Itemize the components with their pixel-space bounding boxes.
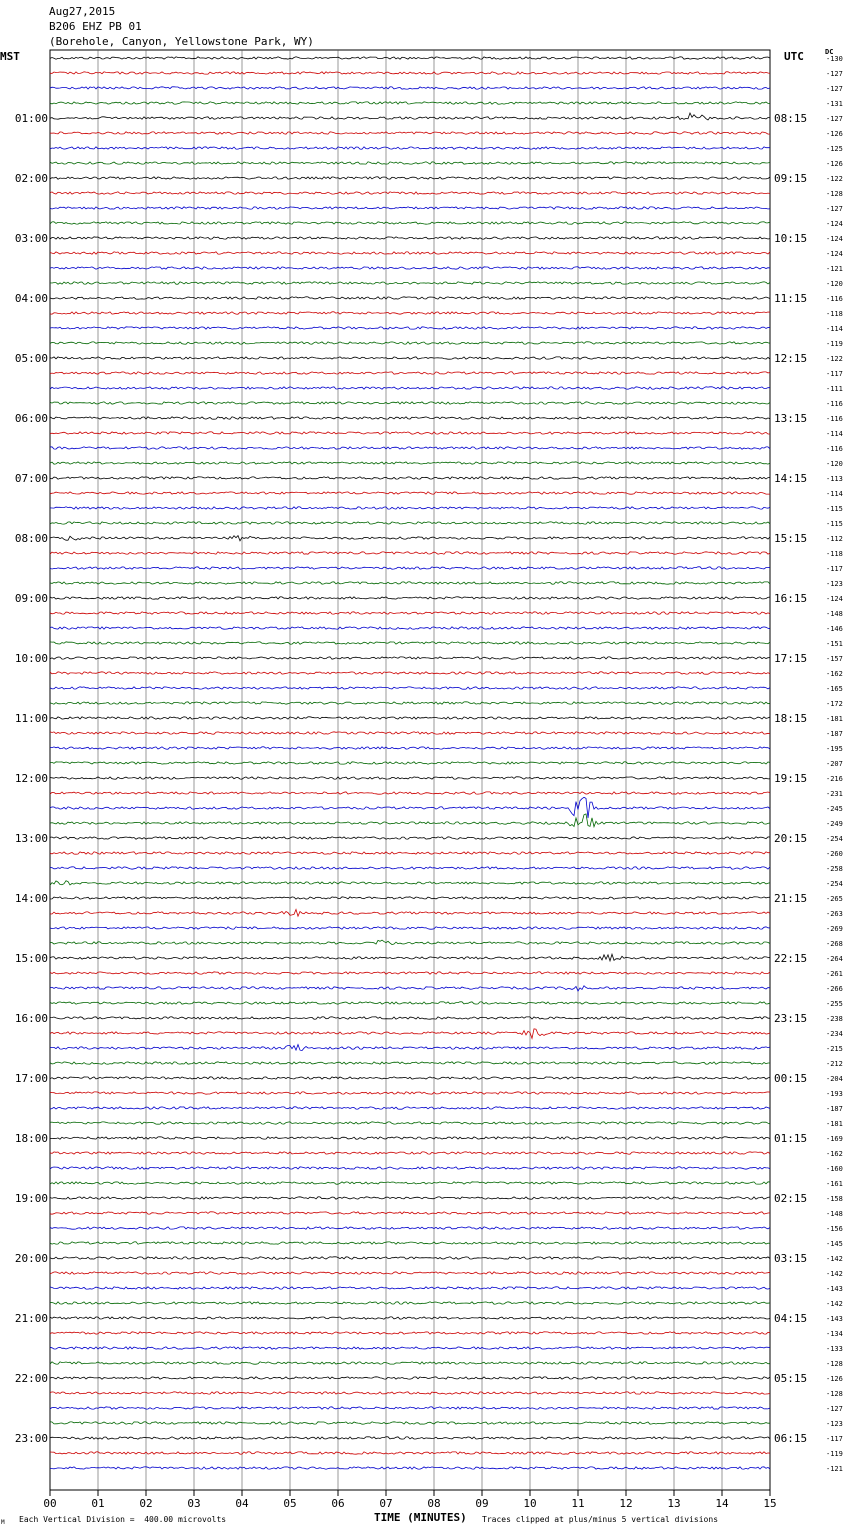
dc-offset-label: -121: [826, 1465, 843, 1473]
location-label: (Borehole, Canyon, Yellowstone Park, WY): [49, 35, 314, 48]
dc-offset-label: -231: [826, 790, 843, 798]
dc-offset-label: -212: [826, 1060, 843, 1068]
dc-offset-label: -115: [826, 505, 843, 513]
mst-hour-label: 14:00: [14, 892, 48, 905]
dc-offset-label: -143: [826, 1315, 843, 1323]
x-tick-label: 01: [91, 1497, 105, 1510]
dc-offset-label: -142: [826, 1300, 843, 1308]
seismic-trace: [50, 447, 770, 449]
utc-hour-label: 06:15: [774, 1432, 808, 1445]
mst-hour-label: 22:00: [14, 1372, 48, 1385]
dc-offset-label: -146: [826, 625, 843, 633]
mst-hour-label: 09:00: [14, 592, 48, 605]
dc-offset-label: -116: [826, 415, 843, 423]
seismic-trace: [50, 492, 770, 494]
dc-offset-label: -116: [826, 295, 843, 303]
seismic-trace: [50, 717, 770, 719]
x-tick-label: 03: [187, 1497, 201, 1510]
seismic-trace: [50, 357, 770, 359]
seismic-trace: [50, 927, 770, 929]
dc-offset-label: -128: [826, 1360, 843, 1368]
dc-offset-label: -193: [826, 1090, 843, 1098]
dc-offset-label: -145: [826, 1240, 843, 1248]
utc-hour-label: 20:15: [774, 832, 808, 845]
utc-hour-label: 10:15: [774, 232, 808, 245]
dc-offset-label: -234: [826, 1030, 843, 1038]
mst-hour-label: 10:00: [14, 652, 48, 665]
seismic-trace: [50, 1002, 770, 1004]
seismic-trace: [50, 1152, 770, 1154]
seismic-trace: [50, 552, 770, 554]
mst-hour-label: 08:00: [14, 532, 48, 545]
seismic-trace: [50, 1257, 770, 1259]
utc-hour-label: 04:15: [774, 1312, 808, 1325]
seismic-trace: [50, 1122, 770, 1124]
mst-hour-label: 17:00: [14, 1072, 48, 1085]
dc-offset-label: -130: [826, 55, 843, 63]
utc-hour-label: 19:15: [774, 772, 808, 785]
seismic-trace: [50, 282, 770, 284]
dc-offset-label: -127: [826, 70, 843, 78]
dc-offset-label: -187: [826, 1105, 843, 1113]
x-tick-label: 10: [523, 1497, 537, 1510]
utc-hour-label: 15:15: [774, 532, 808, 545]
seismic-trace: [50, 687, 770, 689]
dc-offset-label: -117: [826, 565, 843, 573]
seismic-trace: [50, 522, 770, 524]
utc-hour-label: 09:15: [774, 172, 808, 185]
seismic-trace: [50, 762, 770, 764]
seismic-trace: [50, 972, 770, 974]
utc-hour-label: 23:15: [774, 1012, 808, 1025]
seismic-trace: [50, 1137, 770, 1139]
seismic-trace: [50, 237, 770, 239]
seismic-trace: [50, 297, 770, 299]
dc-offset-label: -156: [826, 1225, 843, 1233]
dc-offset-label: -187: [826, 730, 843, 738]
dc-offset-label: -181: [826, 715, 843, 723]
dc-offset-label: -195: [826, 745, 843, 753]
dc-offset-label: -162: [826, 670, 843, 678]
dc-offset-label: -126: [826, 1375, 843, 1383]
seismic-trace: [50, 582, 770, 584]
dc-offset-label: -118: [826, 550, 843, 558]
dc-offset-label: -148: [826, 610, 843, 618]
seismic-trace: [50, 312, 770, 314]
seismic-trace: [50, 702, 770, 704]
seismic-trace: [50, 1182, 770, 1184]
mst-hour-label: 12:00: [14, 772, 48, 785]
x-tick-label: 08: [427, 1497, 441, 1510]
seismic-trace: [50, 852, 770, 854]
mst-hour-label: 13:00: [14, 832, 48, 845]
dc-offset-label: -263: [826, 910, 843, 918]
utc-hour-label: 14:15: [774, 472, 808, 485]
dc-offset-label: -148: [826, 1210, 843, 1218]
utc-hour-label: 18:15: [774, 712, 808, 725]
dc-offset-label: -207: [826, 760, 843, 768]
seismic-trace: [50, 372, 770, 374]
dc-offset-label: -269: [826, 925, 843, 933]
dc-offset-label: -169: [826, 1135, 843, 1143]
dc-offset-label: -165: [826, 685, 843, 693]
seismic-trace: [50, 177, 770, 179]
seismic-trace: [50, 910, 770, 917]
seismic-trace: [50, 1302, 770, 1304]
seismic-trace: [50, 1107, 770, 1109]
seismic-trace: [50, 1317, 770, 1319]
x-tick-label: 09: [475, 1497, 489, 1510]
dc-offset-label: -128: [826, 190, 843, 198]
mst-hour-label: 06:00: [14, 412, 48, 425]
seismic-trace: [50, 642, 770, 644]
x-tick-label: 04: [235, 1497, 249, 1510]
seismic-trace: [50, 1272, 770, 1274]
dc-offset-label: -122: [826, 355, 843, 363]
x-tick-label: 06: [331, 1497, 345, 1510]
dc-offset-label: -125: [826, 145, 843, 153]
dc-offset-label: -134: [826, 1330, 843, 1338]
mst-hour-label: 04:00: [14, 292, 48, 305]
mst-hour-label: 20:00: [14, 1252, 48, 1265]
seismic-trace: [50, 1287, 770, 1289]
dc-offset-label: -124: [826, 220, 843, 228]
dc-offset-label: -120: [826, 460, 843, 468]
dc-offset-label: -181: [826, 1120, 843, 1128]
seismic-trace: [50, 1332, 770, 1334]
dc-offset-label: -157: [826, 655, 843, 663]
dc-offset-label: -127: [826, 85, 843, 93]
seismic-trace: [50, 777, 770, 779]
seismic-trace: [50, 672, 770, 674]
dc-offset-label: -133: [826, 1345, 843, 1353]
seismic-trace: [50, 192, 770, 194]
dc-offset-label: -238: [826, 1015, 843, 1023]
seismic-trace: [50, 612, 770, 614]
dc-offset-label: -119: [826, 1450, 843, 1458]
seismic-trace: [50, 1017, 770, 1019]
seismic-trace: [50, 162, 770, 164]
dc-offset-label: -120: [826, 280, 843, 288]
seismic-trace: [50, 1062, 770, 1064]
seismic-trace: [50, 1092, 770, 1094]
dc-offset-label: -162: [826, 1150, 843, 1158]
utc-hour-label: 21:15: [774, 892, 808, 905]
mst-hour-label: 21:00: [14, 1312, 48, 1325]
dc-offset-label: -249: [826, 820, 843, 828]
seismic-trace: [50, 417, 770, 419]
seismic-trace: [50, 207, 770, 209]
mst-hour-label: 11:00: [14, 712, 48, 725]
dc-offset-label: -172: [826, 700, 843, 708]
seismic-trace: [50, 57, 770, 59]
utc-hour-label: 05:15: [774, 1372, 808, 1385]
seismic-trace: [50, 1347, 770, 1349]
seismic-trace: [50, 327, 770, 329]
x-tick-label: 02: [139, 1497, 153, 1510]
dc-offset-label: -128: [826, 1390, 843, 1398]
utc-hour-label: 13:15: [774, 412, 808, 425]
dc-offset-label: -158: [826, 1195, 843, 1203]
dc-offset-label: -204: [826, 1075, 843, 1083]
utc-hour-label: 16:15: [774, 592, 808, 605]
dc-offset-label: -117: [826, 370, 843, 378]
dc-offset-label: -124: [826, 235, 843, 243]
seismic-trace: [50, 342, 770, 344]
seismic-trace: [50, 132, 770, 134]
seismic-trace: [50, 252, 770, 254]
utc-hour-label: 17:15: [774, 652, 808, 665]
dc-offset-label: -111: [826, 385, 843, 393]
clip-note: Traces clipped at plus/minus 5 vertical divisions: [482, 1515, 719, 1524]
mst-hour-label: 18:00: [14, 1132, 48, 1145]
x-tick-label: 12: [619, 1497, 633, 1510]
dc-offset-label: -122: [826, 175, 843, 183]
mst-hour-label: 03:00: [14, 232, 48, 245]
seismic-trace: [50, 597, 770, 599]
mst-hour-label: 02:00: [14, 172, 48, 185]
seismic-trace: [50, 267, 770, 269]
utc-hour-label: 12:15: [774, 352, 808, 365]
seismic-trace: [50, 462, 770, 464]
utc-hour-label: 03:15: [774, 1252, 808, 1265]
mst-hour-label: 16:00: [14, 1012, 48, 1025]
mst-hour-label: 01:00: [14, 112, 48, 125]
x-tick-label: 15: [763, 1497, 777, 1510]
dc-offset-label: -114: [826, 325, 843, 333]
dc-offset-label: -254: [826, 835, 843, 843]
seismic-trace: [50, 1437, 770, 1439]
dc-offset-label: -161: [826, 1180, 843, 1188]
scale-note: Each Vertical Division = 400.00 microvolts: [19, 1515, 227, 1524]
utc-header: UTC: [784, 50, 804, 63]
dc-offset-label: -123: [826, 580, 843, 588]
seismic-trace: [50, 477, 770, 479]
dc-offset-label: -131: [826, 100, 843, 108]
seismic-trace: [50, 113, 770, 120]
dc-offset-label: -119: [826, 340, 843, 348]
dc-offset-label: -258: [826, 865, 843, 873]
utc-hour-label: 11:15: [774, 292, 808, 305]
utc-hour-label: 00:15: [774, 1072, 808, 1085]
seismic-trace: [50, 732, 770, 734]
x-axis-label: TIME (MINUTES): [374, 1511, 467, 1524]
seismic-trace: [50, 1029, 770, 1039]
date-label: Aug27,2015: [49, 5, 116, 18]
x-tick-label: 05: [283, 1497, 297, 1510]
seismic-trace: [50, 432, 770, 434]
dc-offset-label: -114: [826, 430, 843, 438]
seismic-trace: [50, 814, 770, 827]
dc-offset-label: -151: [826, 640, 843, 648]
mst-hour-label: 05:00: [14, 352, 48, 365]
footer-mark: M: [1, 1519, 5, 1526]
dc-offset-label: -127: [826, 205, 843, 213]
dc-offset-label: -112: [826, 535, 843, 543]
seismic-trace: [50, 837, 770, 839]
mst-hour-label: 07:00: [14, 472, 48, 485]
seismic-trace: [50, 102, 770, 104]
seismic-trace: [50, 954, 770, 961]
seismic-trace: [50, 657, 770, 659]
x-tick-label: 07: [379, 1497, 393, 1510]
seismic-trace: [50, 986, 770, 991]
seismic-trace: [50, 1467, 770, 1469]
seismic-trace: [50, 1377, 770, 1379]
seismic-trace: [50, 1452, 770, 1454]
seismic-trace: [50, 87, 770, 89]
seismic-trace: [50, 1197, 770, 1199]
seismic-trace: [50, 1392, 770, 1394]
utc-hour-label: 02:15: [774, 1192, 808, 1205]
mst-header: MST: [0, 50, 20, 63]
x-tick-label: 13: [667, 1497, 681, 1510]
seismic-trace: [50, 147, 770, 149]
dc-offset-label: -268: [826, 940, 843, 948]
dc-offset-label: -261: [826, 970, 843, 978]
mst-hour-label: 23:00: [14, 1432, 48, 1445]
station-label: B206 EHZ PB 01: [49, 20, 142, 33]
dc-offset-label: -143: [826, 1285, 843, 1293]
dc-offset-label: -216: [826, 775, 843, 783]
x-tick-label: 14: [715, 1497, 729, 1510]
dc-offset-label: -124: [826, 250, 843, 258]
dc-offset-label: -254: [826, 880, 843, 888]
dc-offset-label: -142: [826, 1270, 843, 1278]
utc-hour-label: 22:15: [774, 952, 808, 965]
dc-offset-label: -265: [826, 895, 843, 903]
dc-offset-label: -215: [826, 1045, 843, 1053]
dc-offset-label: -260: [826, 850, 843, 858]
dc-offset-label: -124: [826, 595, 843, 603]
seismic-trace: [50, 402, 770, 404]
dc-offset-label: -126: [826, 160, 843, 168]
x-tick-label: 11: [571, 1497, 585, 1510]
dc-offset-label: -266: [826, 985, 843, 993]
dc-offset-label: -127: [826, 115, 843, 123]
seismic-trace: [50, 792, 770, 794]
mst-hour-label: 15:00: [14, 952, 48, 965]
seismic-trace: [50, 940, 770, 945]
utc-hour-label: 08:15: [774, 112, 808, 125]
dc-header: DC: [825, 48, 834, 56]
dc-offset-label: -126: [826, 130, 843, 138]
dc-offset-label: -264: [826, 955, 843, 963]
seismic-trace: [50, 1362, 770, 1364]
seismic-trace: [50, 222, 770, 224]
seismic-trace: [50, 797, 770, 818]
dc-offset-label: -115: [826, 520, 843, 528]
seismic-trace: [50, 387, 770, 389]
seismic-trace: [50, 507, 770, 509]
seismic-trace: [50, 1045, 770, 1051]
utc-hour-label: 01:15: [774, 1132, 808, 1145]
seismic-trace: [50, 1212, 770, 1214]
seismic-trace: [50, 867, 770, 869]
x-tick-label: 00: [43, 1497, 57, 1510]
seismic-trace: [50, 1167, 770, 1169]
seismic-trace: [50, 536, 770, 541]
mst-hour-label: 19:00: [14, 1192, 48, 1205]
dc-offset-label: -117: [826, 1435, 843, 1443]
seismic-trace: [50, 72, 770, 74]
seismic-trace: [50, 897, 770, 899]
seismic-trace: [50, 747, 770, 749]
seismic-trace: [50, 1227, 770, 1229]
dc-offset-label: -113: [826, 475, 843, 483]
seismic-trace: [50, 627, 770, 629]
seismic-trace: [50, 1077, 770, 1079]
seismic-trace: [50, 567, 770, 569]
dc-offset-label: -116: [826, 400, 843, 408]
dc-offset-label: -114: [826, 490, 843, 498]
dc-offset-label: -142: [826, 1255, 843, 1263]
seismic-trace: [50, 1422, 770, 1424]
dc-offset-label: -160: [826, 1165, 843, 1173]
dc-offset-label: -123: [826, 1420, 843, 1428]
dc-offset-label: -255: [826, 1000, 843, 1008]
dc-offset-label: -127: [826, 1405, 843, 1413]
seismic-trace: [50, 881, 770, 885]
seismic-trace: [50, 1242, 770, 1244]
dc-offset-label: -121: [826, 265, 843, 273]
dc-offset-label: -245: [826, 805, 843, 813]
seismic-trace: [50, 1407, 770, 1409]
dc-offset-label: -118: [826, 310, 843, 318]
dc-offset-label: -116: [826, 445, 843, 453]
